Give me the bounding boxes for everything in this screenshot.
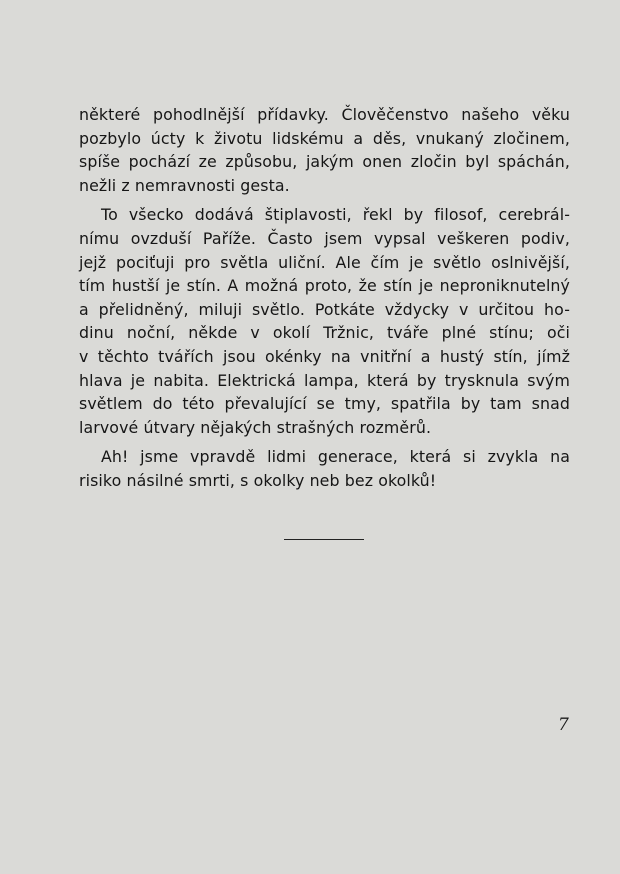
text-line: spíše pochází ze způsobu, jakým onen zločin byl spáchán, [79, 152, 570, 172]
text-line: tím hustší je stín. A možná proto, že stín je neproniknutelný [79, 276, 570, 296]
text-line: nímu ovzduší Paříže. Často jsem vypsal veškeren podiv, [79, 228, 570, 248]
text-line: a přelidněný, miluji světlo. Potkáte vždycky v určitou ho- [79, 299, 570, 319]
paragraph-2 [79, 203, 570, 439]
text-line: pozbylo úcty k životu lidskému a děs, vnukaný zločinem, [79, 128, 570, 148]
body-text [79, 103, 570, 499]
text-line: hlava je nabita. Elektrická lampa, která by trysknula svým [79, 370, 570, 390]
text-line: To všecko dodává štiplavosti, řekl by filosof, cerebrál- [101, 205, 570, 225]
paragraph-3 [79, 445, 570, 492]
text-line: některé pohodlnější přídavky. Člověčenstvo našeho věku [79, 105, 570, 124]
text-line: Ah! jsme vpravdě lidmi generace, která si zvykla na [101, 447, 570, 467]
text-line: v těchto tvářích jsou okénky na vnitřní a hustý stín, jímž [79, 346, 570, 366]
text-line: larvové útvary nějakých strašných rozměrů. [79, 417, 432, 437]
text-line: risiko násilné smrti, s okolky neb bez okolků! [79, 470, 437, 490]
page-number: 7 [558, 715, 569, 735]
text-line: nežli z nemravnosti gesta. [79, 175, 290, 195]
text-line: dinu noční, někde v okolí Tržnic, tváře plné stínu; oči [79, 323, 570, 343]
paragraph-1 [79, 103, 570, 197]
section-divider [284, 539, 364, 540]
text-line: jejž pociťuji pro světla uliční. Ale čím je světlo oslnivější, [79, 252, 570, 272]
text-line: světlem do této převalující se tmy, spatřila by tam snad [79, 394, 570, 414]
